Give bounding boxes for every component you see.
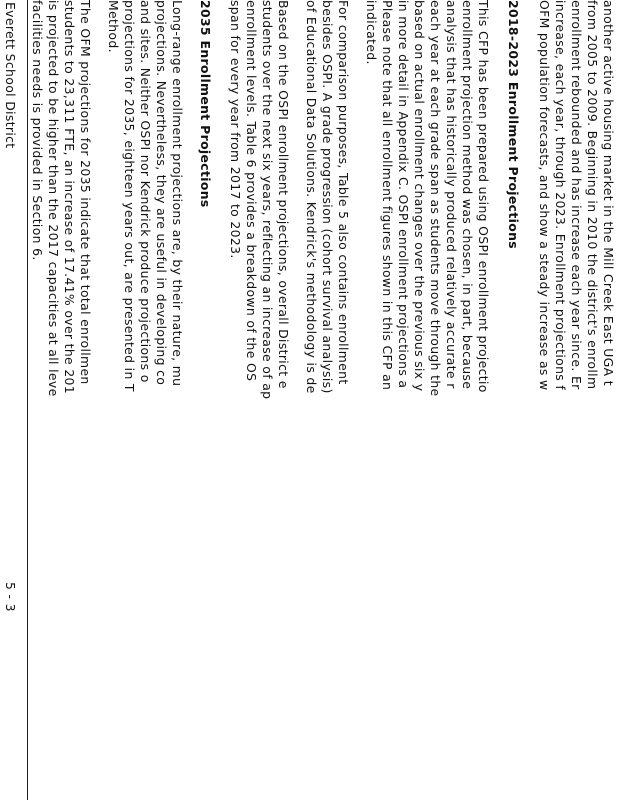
body-line: projections. Nevertheless, they are useful in developing co [154,0,169,386]
body-line: students over the next six years, reflecting an increase of ap [260,0,275,400]
body-line: facilities needs is provided in Section 6. [30,0,45,261]
body-line: indicated. [364,0,379,65]
body-line: analysis that has historically produced relatively accurate r [444,0,459,389]
body-line: besides OSPI. A grade progression (cohort survival analysis) [320,0,335,394]
body-line: and sites. Neither OSPI nor Kendrick produce projections o [138,0,153,383]
body-line: Please note that all enrollment figures shown in this CFP an [380,0,395,391]
body-line: from 2005 to 2009. Beginning in 2010 the district's enrollm [585,0,600,390]
body-line: enrollment projection method was chosen, in part, because [460,0,475,390]
body-line: Long-range enrollment projections are, by their nature, mu [170,0,185,387]
body-line: based on actual enrollment changes over the previous six y [412,0,427,392]
body-line: of Educational Data Solutions. Kendrick's methodology is de [304,0,319,394]
body-line: OFM population forecasts, and show a steady increase as w [537,0,552,391]
body-line: each year at each grade span as students move through the [428,0,443,397]
body-line: This CFP has been prepared using OSPI enrollment projectio [476,0,491,393]
body-line: The OFM projections for 2035 indicate that total enrollmen [78,0,93,385]
body-line: For comparison purposes, Table 5 also contains enrollment [336,0,351,385]
body-line: span for every year from 2017 to 2023. [228,0,243,259]
body-line: Method. [106,0,121,53]
body-line: projections for 2035, eighteen years out, are presented in T [122,0,137,392]
body-line: enrollment levels. Table 6 provides a breakdown of the OS [244,0,259,382]
footer-divider [27,0,28,800]
body-line: enrollment rebounded and has increase each year since. Er [569,0,584,390]
body-line: another active housing market in the Mill Creek East UGA t [601,0,616,386]
body-line: Based on the OSPI enrollment projections, overall District e [276,0,291,389]
body-line: is projected to be higher than the 2017 capacities at all leve [46,0,61,397]
body-line: increase, each year, through 2023. Enrollment projections f [553,0,568,391]
section-heading: 2035 Enrollment Projections [198,0,213,208]
section-heading: 2018-2023 Enrollment Projections [506,0,521,249]
footer-page-number: 5 - 3 [3,582,18,612]
body-line: in more detail in Appendix C. OSPI enrollment projections a [396,0,411,389]
body-line: students to 23,311 FTE, an increase of 17.41% over the 201 [62,0,77,395]
footer-district-name: Everett School District [3,2,18,149]
